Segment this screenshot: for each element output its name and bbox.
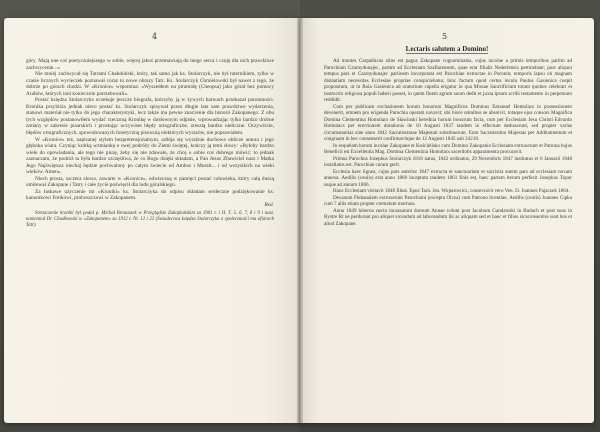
right-paragraph: Cum per publicam excitationem horum bonorum Magnificus Dominus Emanuel Homolacs in possessionem devenerit, omnem pro erigenda Parochia operam navavit; ubi hisce omnibus se absolvit, totaque ejus consors Magnifica Domina Clementina Homolacs de Sławinski herednia horum bonorum facta, cum per Ecclesiam Jesu Christi Edvardo Homolacs per erectionem dotationis de 10 Augusti 1837 tandem in effectum deduxerunt, sed propter varias circumstantias sine anno 1842 Sacratissimae Majestati substituerunt. Eum Sacratissimo Majestas per Additamentum et congruam in hec consenserit confirmavitque de 12 Augusti 1845 sub 24218.	[324, 103, 572, 142]
signature: Red.	[264, 202, 274, 209]
left-paragraph: Za łaskawe użyczenie mi «Kroniki» ks. Stolarczyka do odpisu składam serdeczne podziękowanie ks. kanonikowi Frelkowi, proboszczowi w Zakopanem.	[26, 188, 274, 202]
footnote: Streszczenie kroniki był podał p. Michał Bronaszek w Przeglądzie Zakopiańskim za 1901 r. i II. T. 5. 6, 7, 8 i 9 i nast. namieniał Dr. Chodkowski w «Zakopanem» za 1912 r. Nr. 12 i 22 (Świadectwa księdza Stolarczyka o społeczności ma ofiarach Tatr).	[26, 210, 274, 228]
left-paragraph: Nie mniej zachwycał się Tatrami Chałubiński, który, tak samo jak ks. Stolarczyk, nie był taternikiem, tylko w czasie licznych wycieczek poznawał coraz to nowe obrazy Tatr. Ks. Stolarczyk Chmielowski był nawet z tego, że dobrze po górach chodzi. W «Kronice» wspomina: «Wyszedłem na piramidę (Cheopsa) jako górał bez pomocy Arabów, których inni koniecznie potrzebowali».	[26, 71, 274, 97]
section-title-text: Lectaris salutem a Domino!	[405, 45, 489, 53]
left-page	[4, 18, 300, 423]
section-title	[300, 45, 594, 53]
left-page-text	[26, 58, 274, 229]
right-paragraph: Decanum Flebanalem extruxerunt Parochiani (excepta Olcza) cum Patrono licentiae, Aedilis (ceulis) Joannes Cipka cum 7 aliis etiam propter crematum mortuos.	[324, 194, 572, 207]
right-page	[300, 18, 594, 423]
left-paragraph: góry. Mają one coś poetyczniejszego w sobie, więcej jakoś przemawiają do mego serca i czuję dla nich prawdziwe zachwycenie...»	[26, 58, 274, 71]
right-paragraph: Primus Parochus Josephus Stolarczyk 1816 natus, 1842 ordinatus, 29 Novembris 1847 institutus et 6 Januarii 1848 installatus est. Parochiae curam gerit.	[324, 155, 572, 168]
right-paragraph: Hanc Ecclesiam visitavit 1848 Illust. Epus Tarn. Jos. Wojtarowicz, consecravit vero Ven. D. Joannes Pajaczek 1864.	[333, 188, 570, 194]
right-paragraph: Ad montes Carpathicos situs est pagus Zakopane cognominatus, cujus incolae a primis temporibus partim ad Parochiam Czarnydunajec, partim ad Ecclesiam Szaflarensem, quae erat filialis Nederlensis pertinebant; post aliquot tempus pars et Czarnydunajec parlinem incorporata est Parochiae extructae in Poronin; temporis lapsu ob magnam distantiam necessitas Ecclesiae propriae conspiciebatur, hinc factum quod certus incola Paulus Gasienica coepit propositum, ut in Rola Gasienica ad oratorium capella erigatur in qua Missae Sanctificium totum quoties celebrari et instructio religiosa populi haberi posset, in quem finem agrum suum dedit et juxta ipsum scribi testamento in perpetuum reddidit.	[324, 58, 572, 103]
page-number-right: 5	[442, 32, 448, 41]
book-gutter	[297, 18, 303, 423]
left-paragraph: W «Kronice» też, napisanej stylem bezpretensjonalnym, odbija się wyraźnie duchowe oblicze autora i jego głęboka wiara. Czyniąc krótką wzmiankę o swej podróży do Ziemi świętej, kończy ją temi słowy: «Byłoby bardzo wiele do opowiadania, ale tego nie piszę, żeby się nie zdawało, że chcę o sobie coś dobrego mówić; to jednak zaznaczam, że podróż ta była bardzo szczęśliwa, że co Bogu dzięki składam, a Pan Jezus Zbawiciel nasz i Matka Jego Najświętsza niechaj będzie pochwalony po całym świecie od Ambos i Muralt... i od wszystkich na wieki wieków. Amen».	[26, 136, 274, 176]
left-paragraph: Postać księdza Stolarczyka oczekuje jeszcze biografa, którzyby ją w żywych barwach przekazał potomności. Kronika przybliża jednak nieco postać ks. Stolarczyk spisywał przez długie lata sam prawdziwe wydarzenia, stanowi materiał nie tylko do jego charakterystyki, lecz także ma pewne znaczenie dla historii Zakopanego. Z obu tych względów postanowiłem wydać rzeczoną Kronikę w dosłownym odpisie, wprowadzając tylko bardzo drobne zmiany w zakresie pisarskich i prostując oczywiste błędy ortograficzne, zresztą bardzo nieliczne. Oczywiście, błędów ortograficznych, spowodowanych fonetyczną pisownią niektórych wyrazów, nie poprawiałem.	[26, 97, 274, 137]
right-paragraph: Anno 1849 hiberno nectu incassarunt domum Annae volunt post Jacobum Gandawski in Budach et post suos in Bystre Rt ne perdurant pro aliquet sicundum ad laborandum ihi ac aliquam sed et haec et filios sicaconsentire sunt hos et aliud Zakopane.	[324, 207, 572, 227]
right-paragraph: In sequelam horum incolae Zakopane et Kościelisko cum Domino Zakopanie Ecclesiam extruxerunt et Patrona hujus Beneficii est Excellentia Mag. Domina Clementina Homolacs sacerdotis apparamenta procuravit.	[324, 142, 572, 155]
right-paragraph: Ecclesia haec lignea, cujus pars anterior 1847 extructa et sanctuarium et sacristia autem pars ad ecclesiam novam annexa. Aedilis (ceulis) erat anno 1860 inceptum tandem 1861 finis est, haec partem iterum perfecit Josephus Topor usque ad annum 1866.	[324, 168, 572, 188]
left-paragraph: Niech prosta, szczera słowa, zawarte w «Kronice», odwieczną w pamięci postać człowieka, który całą duszą umiłował Zakopane i Tatry i całe życie poświęcił dla ludu góralskiego.	[26, 175, 274, 189]
page-number-left: 4	[152, 32, 158, 41]
right-page-text	[324, 58, 572, 227]
